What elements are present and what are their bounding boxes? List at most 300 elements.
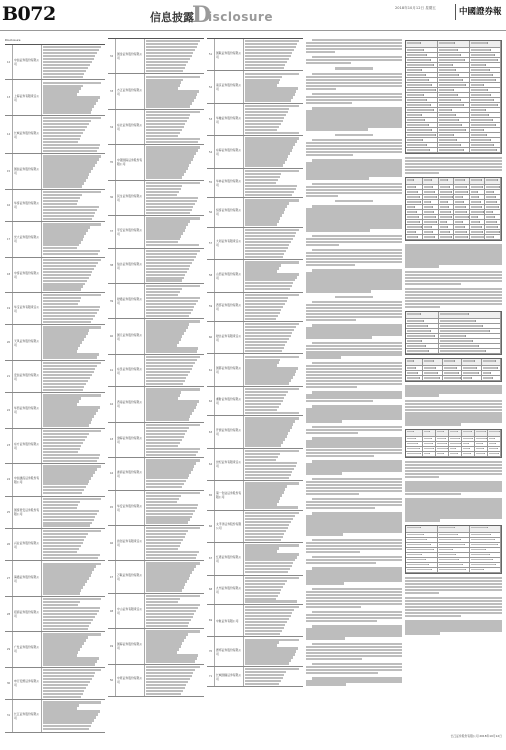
- broker-details: [244, 667, 303, 687]
- text-paragraph: [405, 288, 502, 308]
- table-cell: [470, 548, 501, 552]
- section-heading: [306, 296, 402, 298]
- table-cell: [438, 48, 469, 52]
- table-cell: [406, 41, 438, 47]
- broker-details: [145, 491, 204, 525]
- table-cell: [406, 334, 439, 338]
- table-row: [5, 632, 105, 667]
- table-row: [5, 80, 105, 115]
- table-row: [207, 71, 303, 103]
- table-cell: [438, 103, 469, 107]
- table-cell: [470, 123, 501, 127]
- table-row: [5, 464, 105, 496]
- broker-details: [244, 576, 303, 604]
- text-paragraph: [405, 385, 502, 396]
- text-paragraph: [306, 588, 402, 608]
- table-cell: [462, 447, 475, 451]
- table-cell: [439, 334, 501, 338]
- row-number: 60: [207, 322, 215, 353]
- table-cell: [423, 215, 439, 219]
- broker-table-b: [108, 38, 204, 697]
- table-cell: [454, 205, 470, 209]
- table-cell: [439, 319, 501, 323]
- broker-details: [244, 637, 303, 665]
- table-cell: [485, 190, 501, 194]
- table-cell: [406, 235, 423, 239]
- broker-name: 华安证券股份有限公司: [116, 491, 145, 525]
- text-paragraph: [306, 159, 402, 179]
- table-row: [5, 325, 105, 360]
- table-cell: [406, 148, 438, 152]
- row-number: 53: [207, 104, 215, 135]
- table-cell: [406, 526, 438, 532]
- text-paragraph: [306, 498, 402, 509]
- text-paragraph: [306, 643, 402, 660]
- table-cell: [485, 235, 501, 239]
- broker-details: [244, 71, 303, 102]
- broker-name: 国泰君安证券股份有限公司: [13, 497, 42, 528]
- table-cell: [475, 430, 488, 436]
- table-cell: [470, 215, 486, 219]
- table-cell: [449, 430, 462, 436]
- table-cell: [406, 319, 439, 323]
- text-paragraph: [405, 498, 502, 521]
- broker-details: [42, 116, 105, 153]
- row-number: 44: [108, 458, 116, 489]
- page-number: B072: [2, 3, 56, 25]
- table-row: [207, 481, 303, 510]
- table-row: [5, 497, 105, 529]
- table-row: [207, 543, 303, 575]
- table-cell: [438, 98, 469, 102]
- row-number: 17: [5, 222, 13, 256]
- table-cell: [470, 113, 501, 117]
- text-paragraph: [306, 139, 402, 156]
- table-cell: [443, 359, 462, 365]
- table-row: [406, 376, 501, 381]
- broker-name: 光大证券股份有限公司: [13, 222, 42, 256]
- table-cell: [406, 53, 438, 57]
- table-cell: [470, 93, 501, 97]
- table-row: [5, 700, 105, 732]
- table-cell: [438, 533, 469, 537]
- row-number: 57: [207, 228, 215, 259]
- table-cell: [470, 103, 501, 107]
- table-row: [406, 359, 501, 366]
- broker-name: 中信建投证券股份有限公司: [13, 464, 42, 495]
- broker-name: 长城国瑞证券有限公司: [215, 667, 244, 687]
- row-number: 59: [207, 293, 215, 321]
- broker-name: 中原证券股份有限公司: [116, 665, 145, 696]
- broker-name: 财达证券有限责任公司: [215, 322, 244, 353]
- table-cell: [443, 371, 462, 375]
- table-cell: [406, 178, 423, 184]
- table-row: [207, 322, 303, 354]
- table-cell: [443, 376, 462, 380]
- table-cell: [454, 185, 470, 189]
- table-cell: [470, 558, 501, 562]
- table-row: [108, 665, 204, 697]
- table-cell: [470, 195, 486, 199]
- table-cell: [439, 190, 455, 194]
- table-row: [207, 576, 303, 605]
- broker-name: 红塔证券股份有限公司: [215, 543, 244, 574]
- row-number: 32: [108, 39, 116, 73]
- table-row: [108, 110, 204, 145]
- table-cell: [470, 210, 486, 214]
- broker-details: [42, 497, 105, 528]
- broker-name: 华融证券股份有限公司: [215, 104, 244, 135]
- table-cell: [482, 359, 501, 365]
- broker-details: [244, 605, 303, 636]
- broker-details: [244, 449, 303, 480]
- table-cell: [454, 200, 470, 204]
- row-number: 22: [5, 393, 13, 427]
- broker-name: 中山证券有限责任公司: [116, 594, 145, 628]
- text-paragraph: [306, 183, 402, 197]
- table-cell: [438, 548, 469, 552]
- table-cell: [406, 68, 438, 72]
- table-cell: [438, 68, 469, 72]
- broker-details: [145, 629, 204, 663]
- table-cell: [439, 200, 455, 204]
- table-row: [108, 284, 204, 319]
- table-cell: [438, 78, 469, 82]
- table-cell: [462, 452, 475, 456]
- table-row: [108, 355, 204, 387]
- table-row: [406, 178, 501, 185]
- table-row: [5, 668, 105, 700]
- text-paragraph: [306, 301, 402, 321]
- table-row: [406, 349, 501, 354]
- broker-details: [244, 481, 303, 509]
- table-cell: [439, 349, 501, 353]
- table-cell: [438, 113, 469, 117]
- table-row: [406, 235, 501, 240]
- broker-name: 申万宏源证券有限公司: [13, 668, 42, 699]
- table-cell: [406, 215, 423, 219]
- table-cell: [438, 118, 469, 122]
- broker-name: 华泰证券股份有限公司: [13, 190, 42, 221]
- table-cell: [406, 558, 438, 562]
- table-cell: [438, 138, 469, 142]
- table-cell: [470, 205, 486, 209]
- text-paragraph: [306, 107, 402, 130]
- row-number: 51: [207, 39, 215, 70]
- broker-details: [145, 216, 204, 247]
- text-paragraph: [306, 437, 402, 457]
- text-paragraph: [306, 391, 402, 402]
- broker-details: [145, 665, 204, 696]
- table-cell: [436, 452, 449, 456]
- table-cell: [438, 148, 469, 152]
- table-cell: [406, 98, 438, 102]
- table-cell: [406, 118, 438, 122]
- table-cell: [470, 138, 501, 142]
- broker-name: 华林证券股份有限公司: [215, 169, 244, 197]
- text-paragraph: [306, 73, 402, 90]
- table-cell: [438, 133, 469, 137]
- table-cell: [454, 215, 470, 219]
- table-cell: [423, 225, 439, 229]
- row-number: 61: [207, 354, 215, 385]
- text-paragraph: [405, 157, 502, 174]
- text-paragraph: [405, 597, 502, 617]
- table-cell: [470, 526, 501, 532]
- row-number: 41: [108, 355, 116, 386]
- table-cell: [438, 526, 469, 532]
- row-number: 48: [108, 594, 116, 628]
- table-cell: [406, 128, 438, 132]
- broker-name: 中航证券有限公司: [215, 605, 244, 636]
- section-heading: [306, 200, 402, 202]
- text-paragraph: [306, 556, 402, 564]
- row-number: 46: [108, 526, 116, 560]
- table-cell: [423, 447, 436, 451]
- table-cell: [406, 533, 438, 537]
- broker-name: 长江证券股份有限公司: [13, 700, 42, 731]
- table-cell: [438, 563, 469, 567]
- table-cell: [470, 538, 501, 542]
- table-cell: [470, 533, 501, 537]
- table-cell: [438, 58, 469, 62]
- broker-details: [145, 249, 204, 283]
- table-cell: [454, 190, 470, 194]
- broker-name: 方正证券股份有限公司: [116, 74, 145, 108]
- text-paragraph: [306, 39, 402, 53]
- broker-details: [42, 293, 105, 324]
- table-row: [207, 449, 303, 481]
- row-number: 34: [108, 110, 116, 144]
- broker-details: [145, 387, 204, 421]
- row-number: 52: [207, 71, 215, 102]
- table-row: [108, 249, 204, 284]
- table-cell: [462, 437, 475, 441]
- table-cell: [462, 366, 481, 370]
- broker-details: [145, 458, 204, 489]
- table-cell: [406, 324, 439, 328]
- text-paragraph: [405, 400, 502, 426]
- table-cell: [454, 210, 470, 214]
- table-cell: [406, 442, 423, 446]
- section-title-en: isclosure: [208, 10, 273, 24]
- table-cell: [423, 220, 439, 224]
- broker-name: 信达证券股份有限公司: [116, 249, 145, 283]
- broker-name: 国金证券股份有限公司: [116, 39, 145, 73]
- table-cell: [470, 200, 486, 204]
- table-cell: [423, 178, 439, 184]
- broker-name: 渤海证券股份有限公司: [116, 423, 145, 457]
- table-row: [5, 258, 105, 293]
- broker-name: 民生证券股份有限公司: [116, 181, 145, 215]
- financial-table: [405, 358, 502, 382]
- table-cell: [475, 452, 488, 456]
- table-row: [5, 429, 105, 464]
- text-paragraph: [306, 512, 402, 535]
- broker-details: [42, 632, 105, 666]
- table-row: [207, 354, 303, 386]
- row-number: 29: [5, 632, 13, 666]
- table-cell: [470, 220, 486, 224]
- broker-name: 长城证券股份有限公司: [13, 116, 42, 153]
- broker-name: 招商证券股份有限公司: [13, 597, 42, 631]
- broker-details: [244, 228, 303, 259]
- table-cell: [436, 430, 449, 436]
- table-cell: [470, 190, 486, 194]
- broker-details: [244, 136, 303, 167]
- broker-details: [42, 154, 105, 188]
- table-cell: [438, 538, 469, 542]
- broker-name: 平安证券股份有限公司: [116, 216, 145, 247]
- broker-details: [145, 181, 204, 215]
- broker-name: 西部证券股份有限公司: [215, 293, 244, 321]
- row-number: 54: [207, 136, 215, 167]
- table-cell: [439, 195, 455, 199]
- table-cell: [406, 113, 438, 117]
- table-cell: [470, 568, 501, 572]
- table-cell: [470, 108, 501, 112]
- table-cell: [449, 447, 462, 451]
- broker-name: 天风证券股份有限公司: [13, 325, 42, 359]
- broker-details: [42, 80, 105, 114]
- broker-details: [145, 110, 204, 144]
- table-cell: [485, 178, 501, 184]
- table-cell: [439, 324, 501, 328]
- text-paragraph: [306, 478, 402, 495]
- table-cell: [406, 568, 438, 572]
- text-paragraph: [306, 324, 402, 338]
- row-number: 21: [5, 361, 13, 392]
- column-b: [108, 38, 204, 744]
- table-row: [207, 667, 303, 688]
- table-cell: [485, 200, 501, 204]
- table-cell: [438, 93, 469, 97]
- financial-table: [405, 311, 502, 355]
- broker-details: [244, 293, 303, 321]
- text-paragraph: [306, 269, 402, 292]
- broker-name: 东方证券股份有限公司: [13, 429, 42, 463]
- table-cell: [439, 329, 501, 333]
- table-cell: [406, 349, 439, 353]
- table-cell: [406, 230, 423, 234]
- table-cell: [470, 543, 501, 547]
- broker-name: 安信证券股份有限公司: [13, 361, 42, 392]
- table-cell: [436, 437, 449, 441]
- table-cell: [438, 88, 469, 92]
- row-number: 55: [207, 169, 215, 197]
- table-cell: [470, 53, 501, 57]
- row-number: 26: [5, 529, 13, 560]
- broker-name: 东吴证券股份有限公司: [116, 355, 145, 386]
- table-cell: [406, 437, 423, 441]
- table-cell: [470, 230, 486, 234]
- text-paragraph: [405, 577, 502, 594]
- table-cell: [462, 359, 481, 365]
- table-cell: [406, 205, 423, 209]
- footer-note: 长江证券股份有限公司 2018年10月12日: [450, 734, 502, 738]
- table-cell: [406, 133, 438, 137]
- table-row: [5, 597, 105, 632]
- table-cell: [406, 312, 439, 318]
- table-cell: [423, 430, 436, 436]
- table-cell: [449, 442, 462, 446]
- table-cell: [423, 195, 439, 199]
- broker-name: 海通证券股份有限公司: [13, 561, 42, 595]
- table-cell: [423, 190, 439, 194]
- section-title-cn: 信息披露: [150, 11, 194, 24]
- broker-name: 国元证券股份有限公司: [116, 319, 145, 353]
- table-cell: [406, 548, 438, 552]
- broker-name: 兴业证券股份有限公司: [13, 529, 42, 560]
- table-cell: [406, 200, 423, 204]
- broker-details: [42, 258, 105, 292]
- table-row: [108, 145, 204, 180]
- broker-name: 国联证券股份有限公司: [215, 39, 244, 70]
- table-cell: [406, 220, 423, 224]
- table-cell: [423, 442, 436, 446]
- row-number: 45: [108, 491, 116, 525]
- table-cell: [438, 143, 469, 147]
- row-number: 28: [5, 597, 13, 631]
- table-row: [108, 526, 204, 561]
- text-paragraph: [306, 56, 402, 64]
- section-title-initial: D: [192, 2, 212, 28]
- broker-details: [145, 145, 204, 179]
- broker-name: 华宝证券有限责任公司: [13, 293, 42, 324]
- table-cell: [406, 210, 423, 214]
- table-row: [108, 491, 204, 526]
- table-cell: [470, 225, 486, 229]
- table-cell: [470, 178, 486, 184]
- table-row: [5, 45, 105, 80]
- row-number: 18: [5, 258, 13, 292]
- table-cell: [470, 148, 501, 152]
- table-row: [108, 458, 204, 490]
- text-paragraph: [306, 342, 402, 359]
- broker-name: 中银国际证券股份有限公司: [116, 145, 145, 179]
- broker-details: [244, 260, 303, 291]
- broker-name: 恒泰证券股份有限公司: [215, 198, 244, 226]
- row-number: 24: [5, 464, 13, 495]
- text-paragraph: [306, 426, 402, 434]
- table-cell: [423, 376, 442, 380]
- text-paragraph: [405, 481, 502, 495]
- table-cell: [438, 128, 469, 132]
- row-number: 68: [207, 576, 215, 604]
- newspaper-masthead: 中國證券報: [455, 4, 505, 20]
- broker-name: 浙商证券股份有限公司: [116, 458, 145, 489]
- text-paragraph: [306, 362, 402, 388]
- row-number: 50: [108, 665, 116, 696]
- text-paragraph: [306, 235, 402, 246]
- broker-details: [42, 429, 105, 463]
- table-row: [5, 361, 105, 393]
- table-cell: [470, 58, 501, 62]
- broker-details: [42, 597, 105, 631]
- broker-name: 上海证券有限责任公司: [13, 80, 42, 114]
- table-cell: [462, 442, 475, 446]
- table-cell: [406, 543, 438, 547]
- row-number: 70: [207, 637, 215, 665]
- table-row: [207, 136, 303, 168]
- table-row: [5, 190, 105, 222]
- table-cell: [482, 376, 501, 380]
- broker-table-a: [5, 44, 105, 733]
- table-cell: [439, 339, 501, 343]
- table-cell: [439, 230, 455, 234]
- row-number: 35: [108, 145, 116, 179]
- table-cell: [406, 538, 438, 542]
